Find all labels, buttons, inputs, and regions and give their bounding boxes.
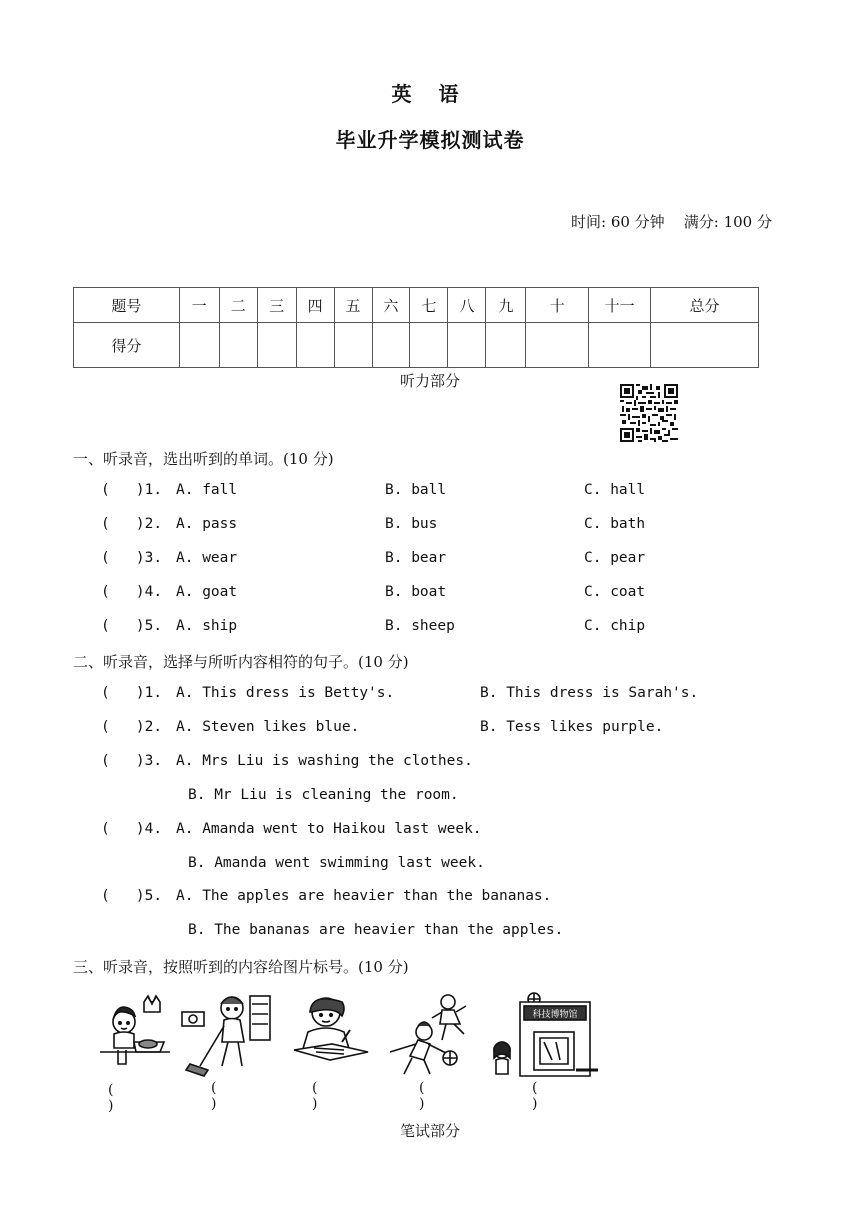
score-cell[interactable] bbox=[179, 323, 219, 368]
question-number[interactable]: ( )4. bbox=[101, 584, 163, 600]
table-header-cell: 题号 bbox=[74, 288, 180, 323]
question-number[interactable]: ( )5. bbox=[101, 618, 163, 634]
picture-answer-blank[interactable]: ( ) bbox=[532, 1080, 538, 1112]
score-cell[interactable] bbox=[486, 323, 526, 368]
score-info: 满分: 100 分 bbox=[683, 213, 772, 231]
table-header-cell: 七 bbox=[410, 288, 448, 323]
option-a: A. The apples are heavier than the bananas. bbox=[176, 888, 552, 904]
question-number[interactable]: ( )3. bbox=[101, 550, 163, 566]
question-number[interactable]: ( )1. bbox=[101, 685, 163, 701]
score-cell[interactable] bbox=[526, 323, 589, 368]
option-a: A. ship bbox=[176, 618, 238, 634]
table-header-cell: 十一 bbox=[589, 288, 651, 323]
option-a: A. wear bbox=[176, 550, 238, 566]
table-header-cell: 三 bbox=[257, 288, 296, 323]
question-number[interactable]: ( )5. bbox=[101, 888, 163, 904]
option-b: B. bear bbox=[385, 550, 447, 566]
score-table bbox=[73, 287, 759, 368]
question-number[interactable]: ( )3. bbox=[101, 753, 163, 769]
section3-title: 三、听录音，按照听到的内容给图片标号。(10 分) bbox=[73, 958, 409, 976]
table-header-cell: 总分 bbox=[651, 288, 759, 323]
option-c: C. bath bbox=[584, 516, 646, 532]
exam-title: 毕业升学模拟测试卷 bbox=[335, 128, 525, 152]
score-cell[interactable] bbox=[410, 323, 448, 368]
girl-writing-picture bbox=[292, 990, 372, 1076]
museum-sign: 科技博物馆 bbox=[532, 1010, 578, 1020]
picture-answer-blank[interactable]: ( ) bbox=[419, 1080, 425, 1112]
option-c: C. pear bbox=[584, 550, 646, 566]
option-b: B. sheep bbox=[385, 618, 455, 634]
table-header-cell: 十 bbox=[526, 288, 589, 323]
option-b: B. bus bbox=[385, 516, 438, 532]
score-cell[interactable] bbox=[334, 323, 372, 368]
section2-title: 二、听录音，选择与所听内容相符的句子。(10 分) bbox=[73, 653, 409, 671]
section1-title: 一、听录音，选出听到的单词。(10 分) bbox=[73, 450, 334, 468]
question-number[interactable]: ( )2. bbox=[101, 719, 163, 735]
score-row-label: 得分 bbox=[74, 323, 180, 368]
table-header-cell: 一 bbox=[179, 288, 219, 323]
option-a: A. pass bbox=[176, 516, 238, 532]
option-a: A. Amanda went to Haikou last week. bbox=[176, 821, 482, 837]
table-header-cell: 八 bbox=[448, 288, 486, 323]
exam-meta bbox=[571, 211, 772, 232]
option-a: A. Steven likes blue. bbox=[176, 719, 360, 735]
option-b: B. This dress is Sarah's. bbox=[480, 685, 699, 701]
score-cell[interactable] bbox=[372, 323, 410, 368]
score-cell[interactable] bbox=[448, 323, 486, 368]
score-cell[interactable] bbox=[296, 323, 334, 368]
option-a: A. fall bbox=[176, 482, 238, 498]
girl-eating-picture bbox=[98, 994, 178, 1076]
listening-part-label: 听力部分 bbox=[399, 372, 460, 390]
option-a: A. goat bbox=[176, 584, 238, 600]
picture-answer-blank[interactable]: ( ) bbox=[211, 1080, 217, 1112]
boys-basketball-picture bbox=[388, 994, 488, 1078]
option-b: B. Mr Liu is cleaning the room. bbox=[188, 787, 459, 803]
science-museum-picture bbox=[486, 990, 598, 1080]
picture-answer-blank[interactable]: ( ) bbox=[108, 1082, 114, 1114]
girl-sweeping-picture bbox=[180, 990, 272, 1080]
table-header-cell: 五 bbox=[334, 288, 372, 323]
option-a: A. Mrs Liu is washing the clothes. bbox=[176, 753, 473, 769]
question-number[interactable]: ( )2. bbox=[101, 516, 163, 532]
option-c: C. coat bbox=[584, 584, 646, 600]
score-cell[interactable] bbox=[257, 323, 296, 368]
picture-answer-blank[interactable]: ( ) bbox=[312, 1080, 318, 1112]
option-c: C. chip bbox=[584, 618, 646, 634]
qr-code-icon[interactable] bbox=[620, 384, 678, 442]
written-part-label: 笔试部分 bbox=[399, 1122, 460, 1140]
option-b: B. ball bbox=[385, 482, 447, 498]
option-c: C. hall bbox=[584, 482, 646, 498]
option-a: A. This dress is Betty's. bbox=[176, 685, 395, 701]
table-header-cell: 六 bbox=[372, 288, 410, 323]
option-b: B. Amanda went swimming last week. bbox=[188, 855, 485, 871]
option-b: B. The bananas are heavier than the apples. bbox=[188, 922, 564, 938]
time-info: 时间: 60 分钟 bbox=[571, 213, 665, 231]
table-header-cell: 九 bbox=[486, 288, 526, 323]
question-number[interactable]: ( )1. bbox=[101, 482, 163, 498]
score-cell[interactable] bbox=[589, 323, 651, 368]
option-b: B. boat bbox=[385, 584, 447, 600]
question-number[interactable]: ( )4. bbox=[101, 821, 163, 837]
table-header-cell: 二 bbox=[219, 288, 257, 323]
table-header-cell: 四 bbox=[296, 288, 334, 323]
score-cell[interactable] bbox=[651, 323, 759, 368]
score-cell[interactable] bbox=[219, 323, 257, 368]
subject-title: 英 语 bbox=[391, 82, 469, 106]
option-b: B. Tess likes purple. bbox=[480, 719, 664, 735]
